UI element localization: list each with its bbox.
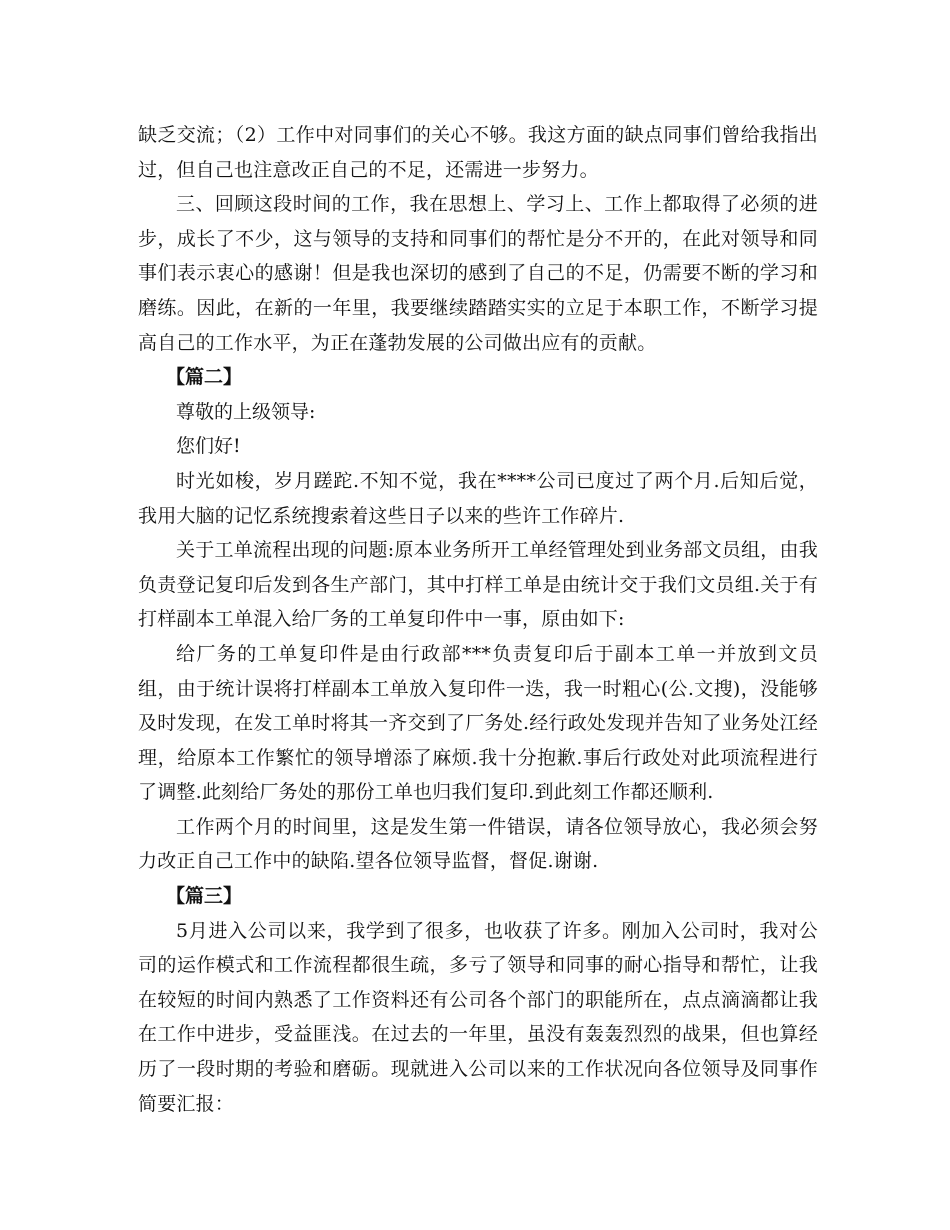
section-heading-3: 【篇三】 [166,885,243,908]
paragraph-6: 工作两个月的时间里，这是发生第一件错误，请各位领导放心，我必须会努力改正自己工作中的缺陷.望各位领导监督，督促.谢谢. [138,815,818,873]
paragraph-5: 给厂务的工单复印件是由行政部***负责复印后于副本工单一并放到文员组，由于统计误将打样副本工单放入复印件一迭，我一时粗心(公.文搜)，没能够及时发现，在发工单时将其一齐交到了厂务处.经行政处发现并告知了业务处江经理，给原本工作繁忙的领导增添了麻烦.我十分抱歉.事后行政处对此项流程进行了调整.此刻给厂务处的那份工单也归我们复印.到此刻工作都还顺利. [138,642,818,804]
document-body [138,118,818,1121]
section-heading-2: 【篇二】 [166,366,243,389]
salutation-line: 尊敬的上级领导: [176,400,316,423]
paragraph-1: 缺乏交流；（2）工作中对同事们的关心不够。我这方面的缺点同事们曾给我指出过，但自己也注意改正自己的不足，还需进一步努力。 [138,124,818,181]
greeting-line: 您们好! [176,435,241,458]
paragraph-7: 5月进入公司以来，我学到了很多，也收获了许多。刚加入公司时，我对公司的运作模式和工作流程都很生疏，多亏了领导和同事的耐心指导和帮忙，让我在较短的时间内熟悉了工作资料还有公司各个部门的职能所在，点点滴滴都让我在工作中进步，受益匪浅。在过去的一年里，虽没有轰轰烈烈的战果，但也算经历了一段时期的考验和磨砺。现就进入公司以来的工作状况向各位领导及同事作简要汇报： [138,919,818,1115]
paragraph-3: 时光如梭，岁月蹉跎.不知不觉，我在****公司已度过了两个月.后知后觉，我用大脑的记忆系统搜索着这些日子以来的些许工作碎片. [138,469,818,527]
paragraph-4: 关于工单流程出现的问题:原本业务所开工单经管理处到业务部文员组，由我负责登记复印后发到各生产部门，其中打样工单是由统计交于我们文员组.关于有打样副本工单混入给厂务的工单复印件中一事，原由如下: [138,539,818,631]
paragraph-2: 三、回顾这段时间的工作，我在思想上、学习上、工作上都取得了必须的进步，成长了不少，这与领导的支持和同事们的帮忙是分不开的，在此对领导和同事们表示衷心的感谢！但是我也深切的感到了自己的不足，仍需要不断的学习和磨练。因此，在新的一年里，我要继续踏踏实实的立足于本职工作，不断学习提高自己的工作水平，为正在蓬勃发展的公司做出应有的贡献。 [138,193,818,354]
